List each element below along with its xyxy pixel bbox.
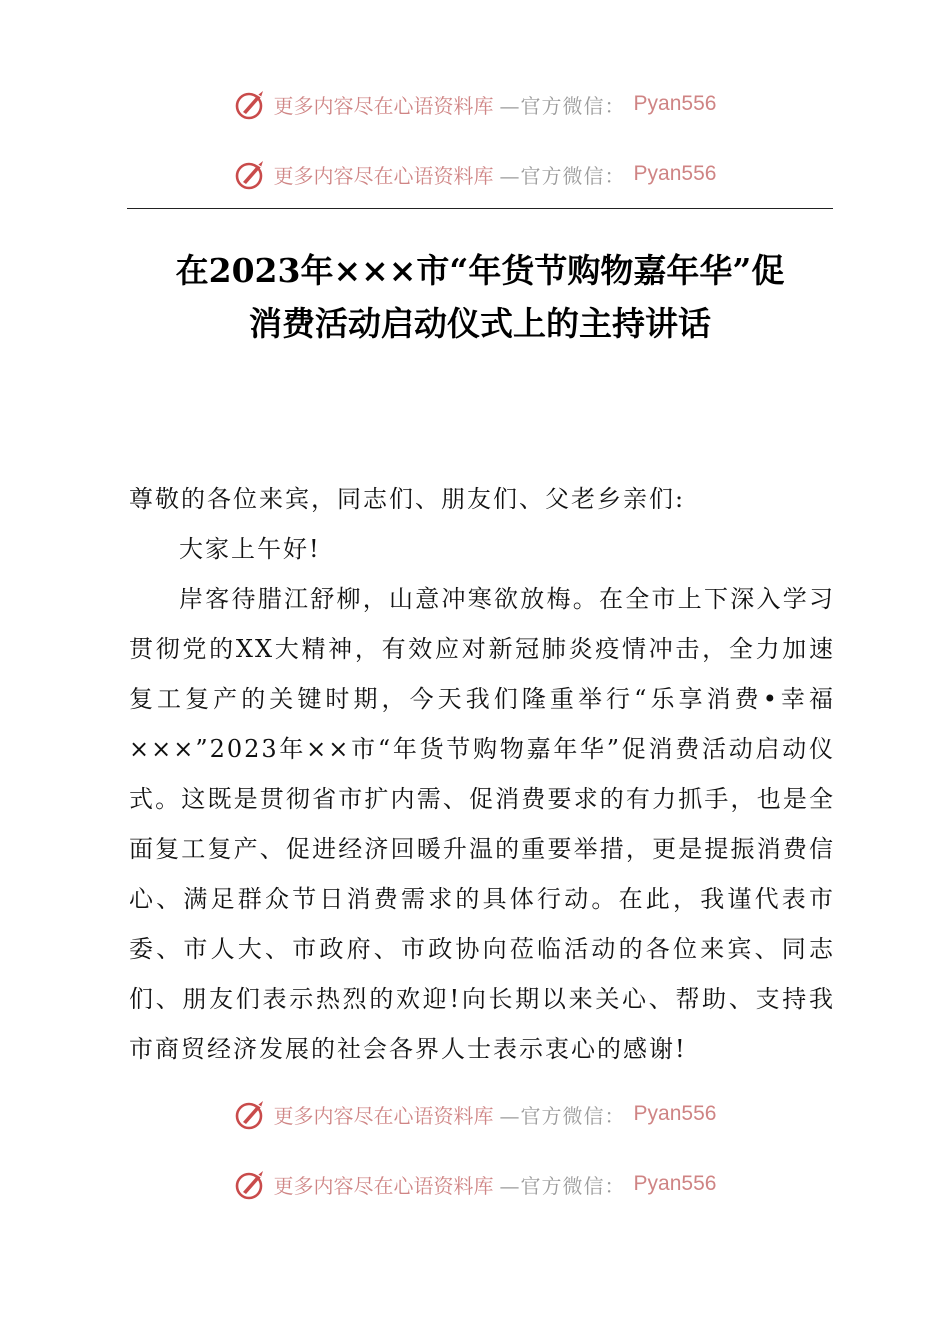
- body-paragraph: 岸客待腊江舒柳，山意冲寒欲放梅。在全市上下深入学习贯彻党的XX大精神，有效应对新冠肺炎疫情冲击，全力加速复工复产的关键时期，今天我们隆重举行“乐享消费•幸福×××”2023年××市“年货节购物嘉年华”促消费活动启动仪式。这既是贯彻省市扩内需、促消费要求的有力抓手，也是全面复工复产、促进经济回暖升温的重要举措，更是提振消费信心、满足群众节日消费需求的具体行动。在此，我谨代表市委、市人大、市政府、市政协向莅临活动的各位来宾、同志们、朋友们表示热烈的欢迎!向长期以来关心、帮助、支持我市商贸经济发展的社会各界人士表示衷心的感谢!: [129, 585, 835, 1063]
- watermark-separator: —官方微信：: [499, 163, 626, 188]
- watermark-text: 更多内容尽在心语资料库: [273, 163, 494, 188]
- watermark-wechat-id: Pyan556: [633, 162, 717, 185]
- greeting: 大家上午好!: [179, 535, 321, 563]
- header-divider: [127, 208, 833, 209]
- watermark-wechat-id: Pyan556: [633, 1172, 717, 1195]
- watermark-banner: [0, 84, 950, 124]
- watermark-separator: —官方微信：: [499, 1173, 626, 1198]
- salutation: 尊敬的各位来宾，同志们、朋友们、父老乡亲们:: [129, 485, 686, 513]
- watermark-separator: —官方微信：: [499, 93, 626, 118]
- watermark-wechat-id: Pyan556: [633, 1102, 717, 1125]
- watermark-text: 更多内容尽在心语资料库: [273, 1173, 494, 1198]
- pen-logo-icon: [234, 87, 268, 121]
- document-body: [129, 474, 835, 1074]
- document-title: [127, 244, 833, 350]
- watermark-text: 更多内容尽在心语资料库: [273, 1103, 494, 1128]
- pen-logo-icon: [234, 157, 268, 191]
- watermark-banner: [0, 154, 950, 194]
- watermark-text: 更多内容尽在心语资料库: [273, 93, 494, 118]
- watermark-separator: —官方微信：: [499, 1103, 626, 1128]
- title-line-1: 在2023年×××市“年货节购物嘉年华”促: [175, 251, 785, 290]
- watermark-banner: [0, 1094, 950, 1134]
- watermark-wechat-id: Pyan556: [633, 92, 717, 115]
- watermark-banner: [0, 1164, 950, 1204]
- pen-logo-icon: [234, 1167, 268, 1201]
- pen-logo-icon: [234, 1097, 268, 1131]
- title-line-2: 消费活动启动仪式上的主持讲话: [249, 304, 711, 343]
